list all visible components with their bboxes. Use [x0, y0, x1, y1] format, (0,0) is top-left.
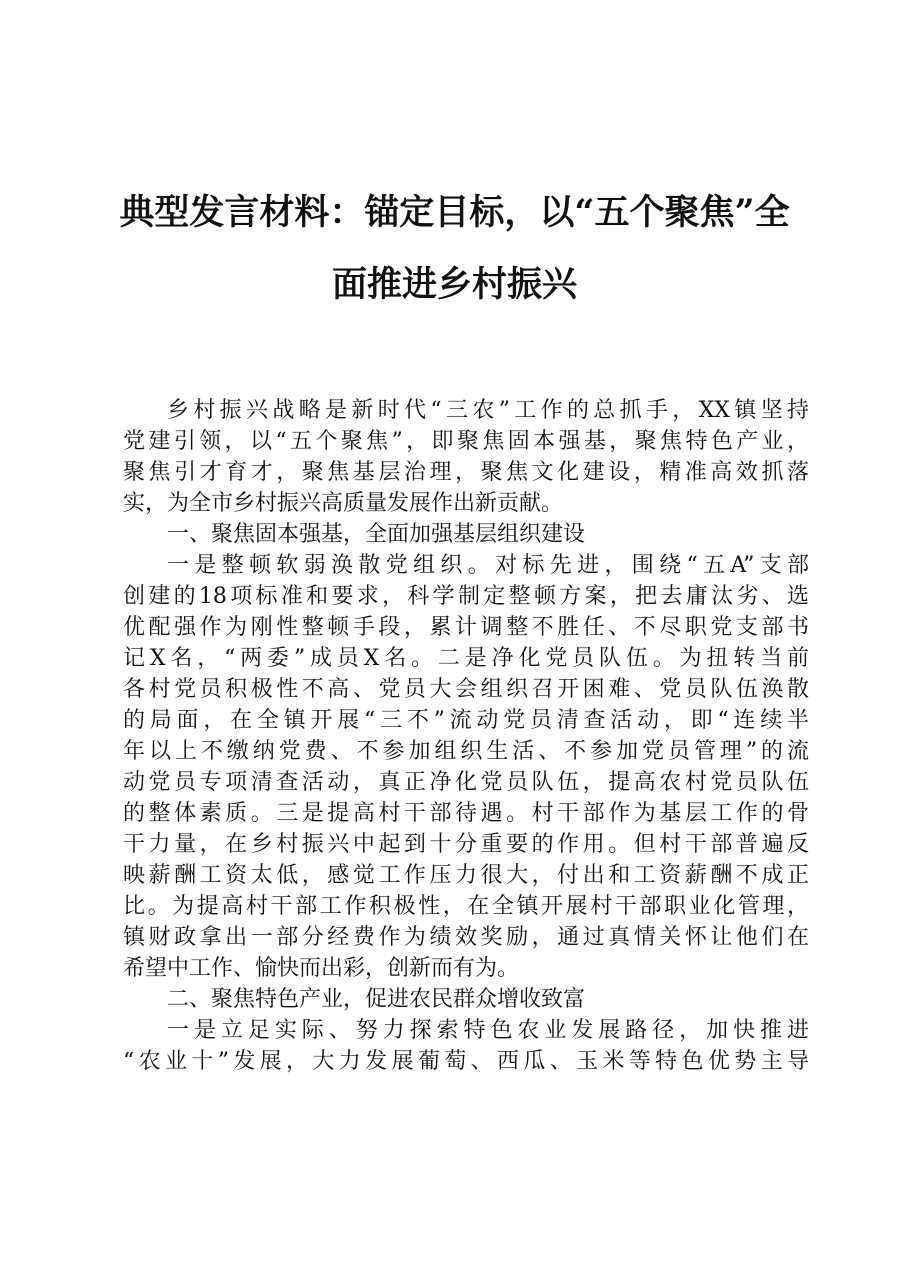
- document-title: [100, 187, 809, 311]
- text-line: 比。为提高村干部工作积极性，在全镇开展村干部职业化管理，: [123, 894, 809, 919]
- section-heading-1: 一、聚焦固本强基，全面加强基层组织建设: [167, 522, 586, 547]
- text-line: “农业十”发展，大力发展葡萄、西瓜、玉米等特色优势主导: [123, 1049, 809, 1074]
- text-line: 一是整顿软弱涣散党组织。对标先进，围绕“五A”支部: [167, 553, 809, 578]
- text-line: 年以上不缴纳党费、不参加组织生活、不参加党员管理”的流: [123, 739, 809, 764]
- section-2-paragraph: [123, 1015, 809, 1077]
- text-line: 动党员专项清查活动，真正净化党员队伍，提高农村党员队伍: [123, 770, 809, 795]
- text-line: 记X名，“两委”成员X名。二是净化党员队伍。为扭转当前: [123, 646, 809, 671]
- document-body: [123, 395, 809, 1077]
- text-line: 一是立足实际、努力探索特色农业发展路径，加快推进: [167, 1018, 809, 1043]
- text-line: 乡村振兴战略是新时代“三农”工作的总抓手，XX镇坚持: [167, 398, 809, 423]
- section-1-paragraph: [123, 550, 809, 984]
- text-line: 希望中工作、愉快而出彩，创新而有为。: [123, 956, 520, 981]
- text-line: 优配强作为刚性整顿手段，累计调整不胜任、不尽职党支部书: [123, 615, 809, 640]
- text-line: 的局面，在全镇开展“三不”流动党员清查活动，即“连续半: [123, 708, 809, 733]
- title-line-1: 典型发言材料：锚定目标，以“五个聚焦”全: [119, 192, 790, 233]
- section-heading-2: 二、聚焦特色产业，促进农民群众增收致富: [167, 987, 586, 1012]
- text-line: 创建的18项标准和要求，科学制定整顿方案，把去庸汰劣、选: [123, 584, 809, 609]
- intro-paragraph: [123, 395, 809, 519]
- text-line: 实，为全市乡村振兴高质量发展作出新贡献。: [123, 491, 564, 516]
- title-line-2: 面推进乡村振兴: [331, 264, 577, 305]
- text-line: 的整体素质。三是提高村干部待遇。村干部作为基层工作的骨: [123, 801, 809, 826]
- text-line: 镇财政拿出一部分经费作为绩效奖励，通过真情关怀让他们在: [123, 925, 809, 950]
- text-line: 干力量，在乡村振兴中起到十分重要的作用。但村干部普遍反: [123, 832, 809, 857]
- text-line: 各村党员积极性不高、党员大会组织召开困难、党员队伍涣散: [123, 677, 809, 702]
- text-line: 聚焦引才育才，聚焦基层治理，聚焦文化建设，精准高效抓落: [123, 460, 809, 485]
- text-line: 党建引领，以“五个聚焦”，即聚焦固本强基，聚焦特色产业，: [123, 429, 809, 454]
- text-line: 映薪酬工资太低，感觉工作压力很大，付出和工资薪酬不成正: [123, 863, 809, 888]
